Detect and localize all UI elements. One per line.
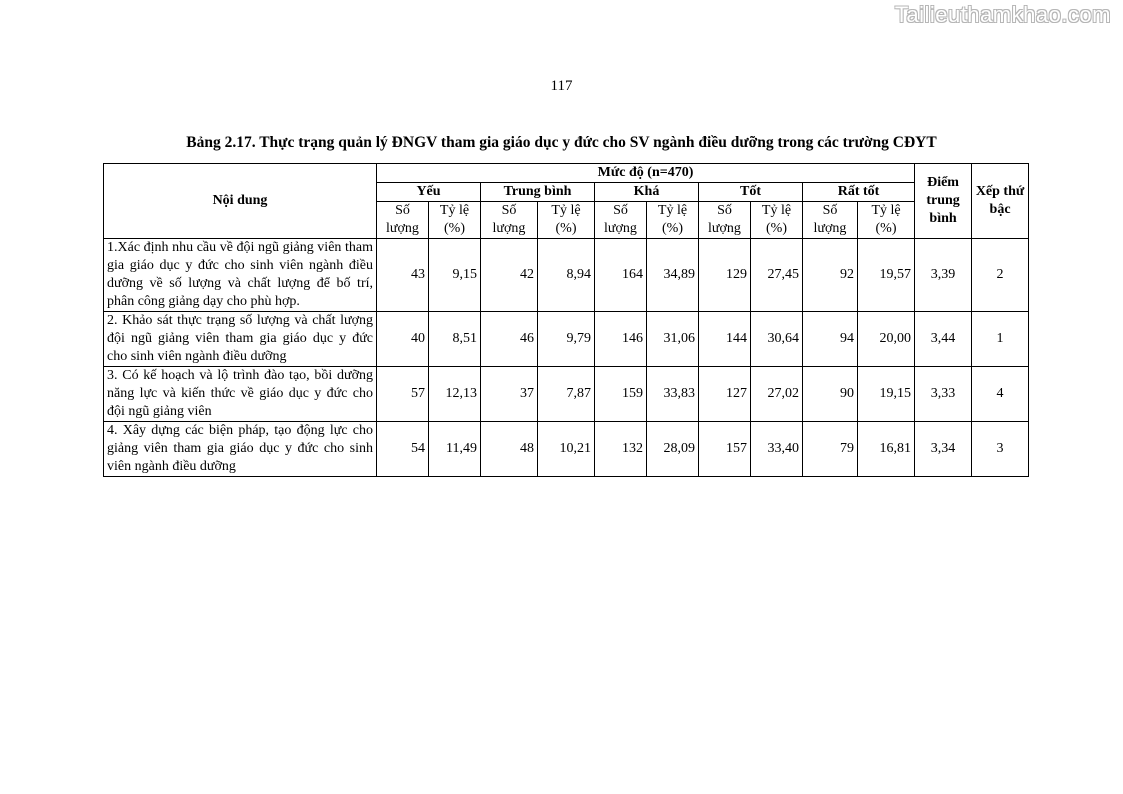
cell-mean: 3,34 bbox=[915, 422, 972, 477]
sub-header-count bbox=[803, 202, 858, 239]
cell-rate: 30,64 bbox=[751, 312, 803, 367]
cell-rate: 9,15 bbox=[429, 239, 481, 312]
cell-count: 43 bbox=[377, 239, 429, 312]
cell-rate: 7,87 bbox=[538, 367, 595, 422]
sub-header-count bbox=[699, 202, 751, 239]
sub-header-count-line2: lượng bbox=[386, 221, 419, 236]
cell-mean: 3,44 bbox=[915, 312, 972, 367]
cell-mean: 3,33 bbox=[915, 367, 972, 422]
table-row bbox=[104, 422, 1029, 477]
sub-header-rate-line2: (%) bbox=[662, 221, 683, 236]
cell-rate: 16,81 bbox=[858, 422, 915, 477]
sub-header-rate-line1: Tỷ lệ bbox=[761, 203, 792, 218]
sub-header-count-line2: lượng bbox=[604, 221, 637, 236]
cell-count: 92 bbox=[803, 239, 858, 312]
sub-header-rate-line1: Tỷ lệ bbox=[657, 203, 688, 218]
cell-count: 146 bbox=[595, 312, 647, 367]
sub-header-count-line1: Số bbox=[613, 203, 628, 218]
sub-header-rate-line2: (%) bbox=[444, 221, 465, 236]
cell-count: 164 bbox=[595, 239, 647, 312]
sub-header-count-line1: Số bbox=[717, 203, 732, 218]
header-level-good: Tốt bbox=[699, 183, 803, 202]
sub-header-rate-line1: Tỷ lệ bbox=[871, 203, 901, 218]
header-level-weak: Yếu bbox=[377, 183, 481, 202]
cell-count: 90 bbox=[803, 367, 858, 422]
sub-header-count-line2: lượng bbox=[708, 221, 741, 236]
cell-rank: 2 bbox=[972, 239, 1029, 312]
header-level-fair: Khá bbox=[595, 183, 699, 202]
sub-header-rate bbox=[429, 202, 481, 239]
cell-rate: 20,00 bbox=[858, 312, 915, 367]
cell-rate: 8,94 bbox=[538, 239, 595, 312]
header-level-group: Mức độ (n=470) bbox=[377, 164, 915, 183]
cell-count: 37 bbox=[481, 367, 538, 422]
sub-header-rate-line1: Tỷ lệ bbox=[439, 203, 470, 218]
sub-header-count-line2: lượng bbox=[813, 221, 847, 236]
cell-rate: 27,45 bbox=[751, 239, 803, 312]
cell-rate: 10,21 bbox=[538, 422, 595, 477]
row-content: 1.Xác định nhu cầu về đội ngũ giảng viên tham gia giáo dục y đức cho sinh viên ngành điều dưỡng về số lượng và chất lượng để bố trí, phân công giảng dạy cho phù hợp. bbox=[104, 239, 377, 312]
sub-header-rate bbox=[538, 202, 595, 239]
cell-count: 57 bbox=[377, 367, 429, 422]
cell-count: 129 bbox=[699, 239, 751, 312]
sub-header-rate-line2: (%) bbox=[875, 221, 897, 236]
table-row bbox=[104, 367, 1029, 422]
cell-rate: 19,15 bbox=[858, 367, 915, 422]
table-header bbox=[104, 164, 1029, 239]
header-level-excellent: Rất tốt bbox=[803, 183, 915, 202]
cell-rank: 4 bbox=[972, 367, 1029, 422]
cell-count: 46 bbox=[481, 312, 538, 367]
page-number: 117 bbox=[550, 78, 573, 94]
header-level-average: Trung bình bbox=[481, 183, 595, 202]
cell-rate: 34,89 bbox=[647, 239, 699, 312]
sub-header-rate-line2: (%) bbox=[555, 221, 577, 236]
cell-count: 54 bbox=[377, 422, 429, 477]
cell-count: 132 bbox=[595, 422, 647, 477]
cell-count: 79 bbox=[803, 422, 858, 477]
header-mean: Điểm trung bình bbox=[915, 164, 972, 239]
cell-count: 48 bbox=[481, 422, 538, 477]
sub-header-rate-line1: Tỷ lệ bbox=[551, 203, 581, 218]
cell-count: 94 bbox=[803, 312, 858, 367]
cell-count: 144 bbox=[699, 312, 751, 367]
header-rank: Xếp thứ bậc bbox=[972, 164, 1029, 239]
sub-header-count-line2: lượng bbox=[492, 221, 526, 236]
cell-rate: 9,79 bbox=[538, 312, 595, 367]
table-row bbox=[104, 312, 1029, 367]
sub-header-count-line1: Số bbox=[501, 203, 517, 218]
watermark-text: Tailieuthamkhao.com bbox=[894, 2, 1111, 27]
cell-rank: 1 bbox=[972, 312, 1029, 367]
row-content: 2. Khảo sát thực trạng số lượng và chất lượng đội ngũ giảng viên tham gia giáo dục y đức cho sinh viên ngành điều dưỡng bbox=[104, 312, 377, 367]
cell-rate: 11,49 bbox=[429, 422, 481, 477]
cell-rate: 33,40 bbox=[751, 422, 803, 477]
cell-count: 42 bbox=[481, 239, 538, 312]
table-body bbox=[104, 239, 1029, 477]
cell-rate: 12,13 bbox=[429, 367, 481, 422]
cell-mean: 3,39 bbox=[915, 239, 972, 312]
sub-header-rate bbox=[858, 202, 915, 239]
cell-count: 40 bbox=[377, 312, 429, 367]
cell-count: 157 bbox=[699, 422, 751, 477]
table-title: Bảng 2.17. Thực trạng quản lý ĐNGV tham gia giáo dục y đức cho SV ngành điều dưỡng trong các trường CĐYT bbox=[186, 134, 937, 151]
cell-rate: 27,02 bbox=[751, 367, 803, 422]
table-row bbox=[104, 239, 1029, 312]
row-content: 4. Xây dựng các biện pháp, tạo động lực cho giảng viên tham gia giáo dục y đức cho sinh viên ngành điều dưỡng bbox=[104, 422, 377, 477]
sub-header-rate bbox=[751, 202, 803, 239]
cell-rate: 8,51 bbox=[429, 312, 481, 367]
sub-header-count-line1: Số bbox=[395, 203, 410, 218]
sub-header-rate-line2: (%) bbox=[766, 221, 787, 236]
sub-header-rate bbox=[647, 202, 699, 239]
cell-rate: 31,06 bbox=[647, 312, 699, 367]
data-table bbox=[103, 163, 1029, 477]
row-content: 3. Có kế hoạch và lộ trình đào tạo, bồi dưỡng năng lực và kiến thức về giáo dục y đức cho đội ngũ giảng viên bbox=[104, 367, 377, 422]
cell-rank: 3 bbox=[972, 422, 1029, 477]
cell-rate: 19,57 bbox=[858, 239, 915, 312]
sub-header-count-line1: Số bbox=[822, 203, 838, 218]
sub-header-count bbox=[377, 202, 429, 239]
sub-header-count bbox=[481, 202, 538, 239]
cell-rate: 28,09 bbox=[647, 422, 699, 477]
cell-count: 159 bbox=[595, 367, 647, 422]
header-content: Nội dung bbox=[104, 164, 377, 239]
cell-count: 127 bbox=[699, 367, 751, 422]
sub-header-count bbox=[595, 202, 647, 239]
cell-rate: 33,83 bbox=[647, 367, 699, 422]
